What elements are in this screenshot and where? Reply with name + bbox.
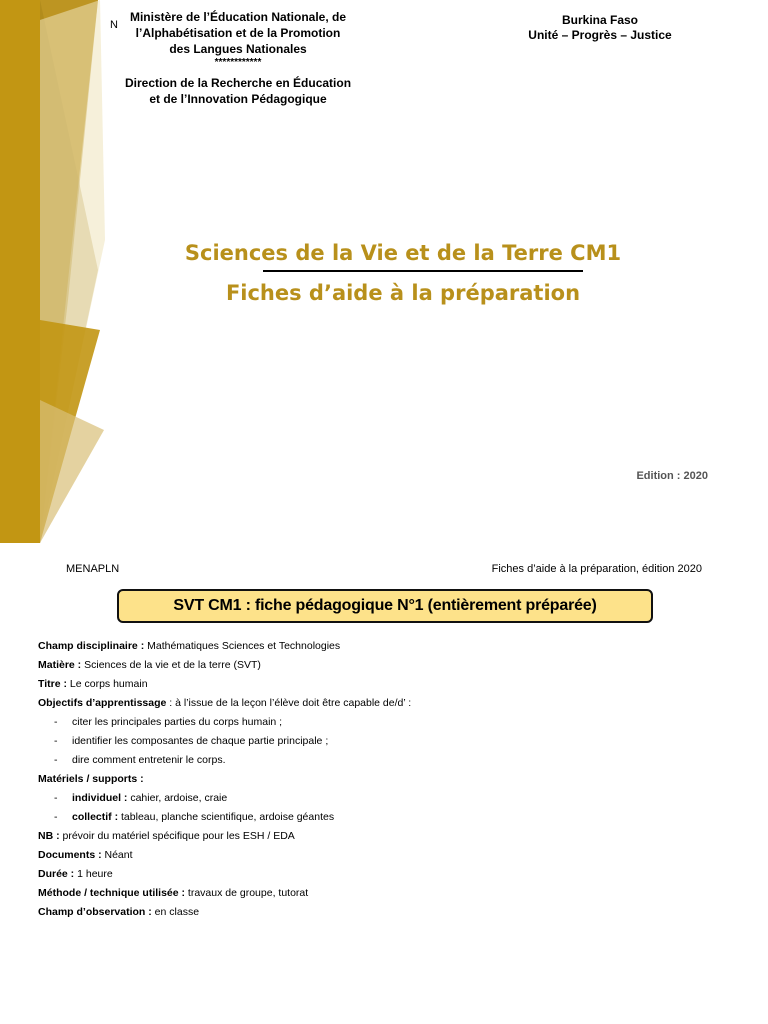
field-value: Mathématiques Sciences et Technologies	[144, 640, 341, 652]
field-value: travaux de groupe, tutorat	[185, 887, 309, 899]
direction-line: et de l’Innovation Pédagogique	[149, 92, 327, 106]
country-motto: Unité – Progrès – Justice	[528, 28, 672, 42]
field-label: Champ disciplinaire :	[38, 640, 145, 652]
objectif-item: - citer les principales parties du corps humain ;	[54, 716, 283, 728]
materiel-collectif-item: - collectif : tableau, planche scientifique, ardoise géantes	[54, 811, 335, 823]
objectifs-row	[38, 694, 728, 713]
fiche-title-box	[117, 589, 653, 623]
objectif-item: - dire comment entretenir le corps.	[54, 754, 226, 766]
field-label: Méthode / technique utilisée :	[38, 887, 186, 899]
ministry-line: des Langues Nationales	[169, 42, 307, 56]
separator-stars: ************	[214, 57, 262, 68]
field-label: Titre :	[38, 678, 67, 690]
country-name: Burkina Faso	[561, 13, 639, 27]
direction-line: Direction de la Recherche en Éducation	[124, 76, 352, 90]
titre-row	[38, 675, 728, 694]
field-value: Le corps humain	[66, 678, 148, 690]
cover-title	[110, 233, 696, 313]
ministry-line: Ministère de l’Éducation Nationale, de	[129, 10, 347, 24]
field-label: Documents :	[38, 849, 102, 861]
ministry-block	[107, 9, 369, 107]
decorative-side-band	[0, 0, 110, 543]
running-header-left: MENAPLN	[66, 563, 120, 575]
champ-disciplinaire-row	[38, 637, 728, 656]
field-label: Matériels / supports :	[38, 773, 144, 785]
documents-row	[38, 846, 728, 865]
country-block	[500, 13, 700, 43]
objectif-text: citer les principales parties du corps humain ;	[72, 716, 283, 728]
title-underline	[263, 270, 583, 272]
objectif-item: - identifier les composantes de chaque partie principale ;	[54, 735, 329, 747]
cover-title-line2: Fiches d’aide à la préparation	[225, 281, 581, 305]
duree-row	[38, 865, 728, 884]
field-label: Matière :	[38, 659, 82, 671]
field-label: Champ d’observation :	[38, 906, 152, 918]
cover-title-line1: Sciences de la Vie et de la Terre CM1	[184, 241, 622, 265]
field-label: Durée :	[38, 868, 75, 880]
objectif-text: identifier les composantes de chaque partie principale ;	[72, 735, 329, 747]
fiche-content	[38, 637, 728, 922]
field-value: Néant	[101, 849, 133, 861]
field-value: 1 heure	[74, 868, 113, 880]
field-value: tableau, planche scientifique, ardoise géantes	[118, 811, 335, 823]
objectif-text: dire comment entretenir le corps.	[72, 754, 226, 766]
field-value: cahier, ardoise, craie	[127, 792, 228, 804]
methode-row	[38, 884, 728, 903]
running-header-right: Fiches d’aide à la préparation, édition 2020	[491, 563, 702, 575]
edition-label: Edition : 2020	[636, 470, 708, 482]
matiere-row	[38, 656, 728, 675]
field-value: en classe	[151, 906, 200, 918]
field-label: individuel :	[72, 792, 128, 804]
field-label: NB :	[38, 830, 60, 842]
header-n-mark: N	[110, 19, 118, 31]
ministry-line: l’Alphabétisation et de la Promotion	[135, 26, 341, 40]
field-label: collectif :	[72, 811, 119, 823]
field-value: Sciences de la vie et de la terre (SVT)	[81, 659, 261, 671]
field-value: prévoir du matériel spécifique pour les ESH / EDA	[59, 830, 295, 842]
fiche-title: SVT CM1 : fiche pédagogique N°1 (entièrement préparée)	[173, 597, 597, 614]
materiel-individuel-item: - individuel : cahier, ardoise, craie	[54, 792, 228, 804]
field-value: : à l’issue de la leçon l’élève doit être capable de/d’ :	[166, 697, 412, 709]
nb-row	[38, 827, 728, 846]
field-label: Objectifs d’apprentissage	[38, 697, 167, 709]
observation-row	[38, 903, 728, 922]
materiels-row	[38, 770, 728, 789]
